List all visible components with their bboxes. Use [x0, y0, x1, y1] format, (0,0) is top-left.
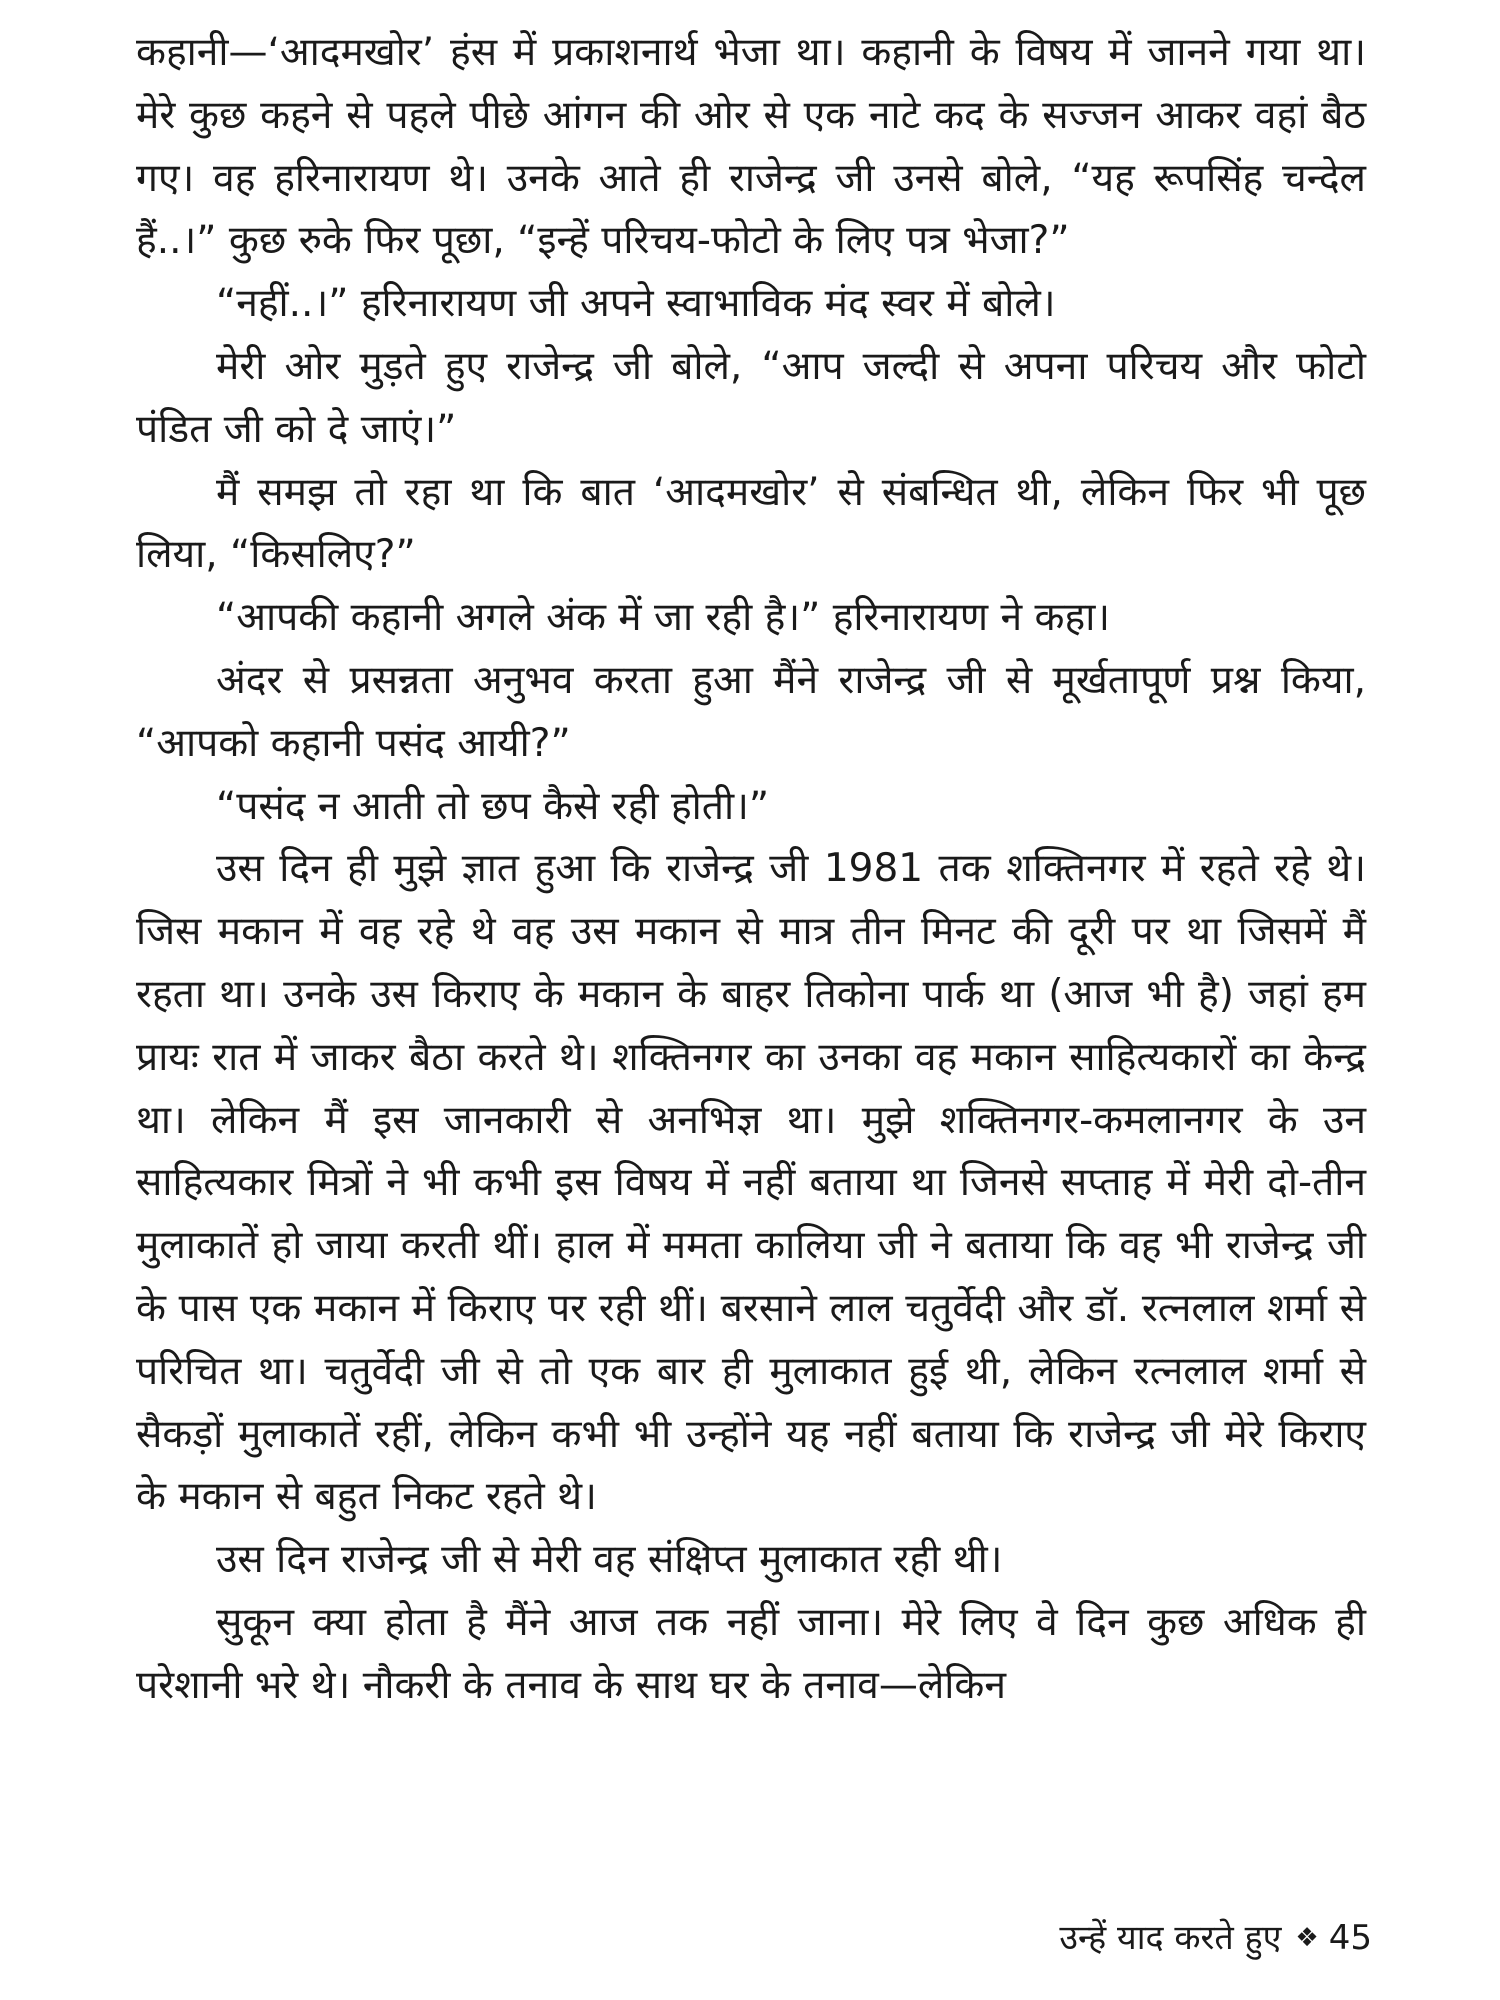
paragraph-2: “नहीं..।” हरिनारायण जी अपने स्वाभाविक मंद स्वर में बोले।: [216, 281, 1056, 327]
running-title: उन्हें याद करते हुए: [1059, 1918, 1282, 1958]
paragraph-6: अंदर से प्रसन्नता अनुभव करता हुआ मैंने राजेन्द्र जी से मूर्खतापूर्ण प्रश्न किया, “आपको कहानी पसंद आयी?”: [136, 657, 1366, 766]
paragraph-10: सुकून क्या होता है मैंने आज तक नहीं जाना। मेरे लिए वे दिन कुछ अधिक ही परेशानी भरे थे। नौकरी के तनाव के साथ घर के तनाव—लेकिन: [136, 1599, 1366, 1708]
paragraph-1-continuation: कहानी—‘आदमखोर’ हंस में प्रकाशनार्थ भेजा था। कहानी के विषय में जानने गया था। मेरे कुछ कहने से पहले पीछे आंगन की ओर से एक नाटे कद के सज्जन आकर वहां बैठ गए। वह हरिनारायण थे। उनके आते ही राजेन्द्र जी उनसे बोले, “यह रूपसिंह चन्देल हैं..।” कुछ रुके फिर पूछा, “इन्हें परिचय-फोटो के लिए पत्र भेजा?”: [136, 30, 1366, 264]
paragraph-7: “पसंद न आती तो छप कैसे रही होती।”: [216, 783, 770, 829]
paragraph-5: “आपकी कहानी अगले अंक में जा रही है।” हरिनारायण ने कहा।: [216, 595, 1111, 641]
page-number: 45: [1328, 1918, 1372, 1958]
separator-ornament-icon: ❖: [1295, 1923, 1319, 1953]
paragraph-4: मैं समझ तो रहा था कि बात ‘आदमखोर’ से संबन्धित थी, लेकिन फिर भी पूछ लिया, “किसलिए?”: [136, 469, 1366, 578]
paragraph-9: उस दिन राजेन्द्र जी से मेरी वह संक्षिप्त मुलाकात रही थी।: [216, 1537, 1003, 1583]
page-footer: [1059, 1918, 1372, 1958]
paragraph-8: उस दिन ही मुझे ज्ञात हुआ कि राजेन्द्र जी 1981 तक शक्तिनगर में रहते रहे थे। जिस मकान में वह रहे थे वह उस मकान से मात्र तीन मिनट की दूरी पर था जिसमें मैं रहता था। उनके उस किराए के मकान के बाहर तिकोना पार्क था (आज भी है) जहां हम प्रायः रात में जाकर बैठा करते थे। शक्तिनगर का उनका वह मकान साहित्यकारों का केन्द्र था। लेकिन मैं इस जानकारी से अनभिज्ञ था। मुझे शक्तिनगर-कमलानगर के उन साहित्यकार मित्रों ने भी कभी इस विषय में नहीं बताया था जिनसे सप्ताह में मेरी दो-तीन मुलाकातें हो जाया करती थीं। हाल में ममता कालिया जी ने बताया कि वह भी राजेन्द्र जी के पास एक मकान में किराए पर रही थीं। बरसाने लाल चतुर्वेदी और डॉ. रत्नलाल शर्मा से परिचित था। चतुर्वेदी जी से तो एक बार ही मुलाकात हुई थी, लेकिन रत्नलाल शर्मा से सैकड़ों मुलाकातें रहीं, लेकिन कभी भी उन्होंने यह नहीं बताया कि राजेन्द्र जी मेरे किराए के मकान से बहुत निकट रहते थे।: [136, 846, 1366, 1520]
page-body: [136, 22, 1366, 1718]
paragraph-3: मेरी ओर मुड़ते हुए राजेन्द्र जी बोले, “आप जल्दी से अपना परिचय और फोटो पंडित जी को दे जाएं।”: [136, 343, 1366, 452]
